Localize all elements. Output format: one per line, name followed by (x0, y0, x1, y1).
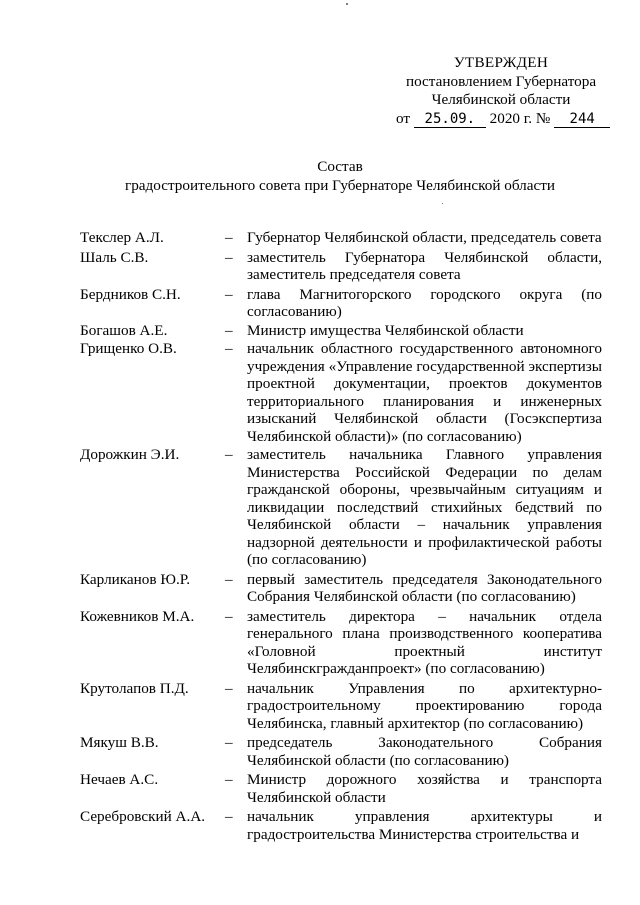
approval-title: УТВЕРЖДЕН (453, 54, 549, 71)
member-role: заместитель Губернатора Челябинской области, заместитель председателя совета (247, 248, 602, 283)
member-role: председатель Законодательного Собрания Челябинской области (по согласованию) (247, 734, 602, 769)
approval-number: 244 (554, 112, 610, 128)
member-dash: – (225, 808, 233, 825)
member-role: Министр имущества Челябинской области (247, 321, 524, 339)
member-role: Министр дорожного хозяйства и транспорта Челябинской области (247, 771, 602, 806)
member-name: Богашов А.Е. (80, 321, 168, 339)
member-row (80, 608, 602, 678)
approval-stamp (396, 54, 606, 128)
member-row (80, 446, 602, 569)
document-subtitle: градостроительного совета при Губернаторе Челябинской области (124, 177, 556, 194)
member-row (80, 680, 602, 733)
approval-year: 2020 г. № (489, 109, 551, 127)
member-dash: – (225, 771, 233, 788)
members-list (80, 229, 602, 843)
member-row (80, 322, 602, 340)
member-role: заместитель директора – начальник отдела генерального плана производственного кооператива «Головной проектный институт Челябинскгражданпроект» (по согласованию) (247, 607, 602, 677)
member-dash: – (225, 285, 233, 303)
member-role: глава Магнитогорского городского округа (по согласованию) (247, 285, 602, 320)
member-dash: – (225, 679, 233, 697)
member-dash: – (225, 570, 233, 588)
member-name: Карликанов Ю.Р. (80, 570, 191, 588)
member-row (80, 571, 602, 606)
member-name: Бердников С.Н. (80, 285, 181, 303)
document-heading (60, 157, 620, 195)
approval-date-line (396, 110, 606, 129)
member-name: Шаль С.В. (80, 248, 149, 266)
member-row (80, 808, 602, 843)
member-role: заместитель начальника Главного управления Министерства Российской Федерации по делам гражданской обороны, чрезвычайным ситуациям и ликвидации последствий стихийных бедствий по Челябинской области – начальник управления надзорной деятельности и профилактической работы (по согласованию) (247, 446, 602, 568)
approval-date: 25.09. (414, 112, 486, 128)
member-role: начальник управления архитектуры и градостроительства Министерства строительства и (247, 808, 602, 843)
member-name: Дорожкин Э.И. (80, 446, 180, 463)
member-row (80, 229, 602, 247)
member-row (80, 286, 602, 321)
document-title: Состав (317, 158, 363, 175)
member-name: Крутолапов П.Д. (80, 679, 189, 697)
scan-speck (442, 203, 443, 204)
member-role: Губернатор Челябинской области, председатель совета (247, 229, 602, 246)
member-name: Текслер А.Л. (80, 229, 164, 246)
member-dash: – (225, 446, 233, 463)
date-prefix: от (396, 109, 411, 127)
member-row (80, 771, 602, 806)
member-role: первый заместитель председателя Законодательного Собрания Челябинской области (по согласованию) (247, 570, 602, 605)
member-row (80, 340, 602, 445)
member-row (80, 734, 602, 769)
member-name: Кожевников М.А. (80, 607, 195, 625)
scan-speck (346, 3, 348, 5)
member-dash: – (225, 321, 233, 339)
approval-line-1: постановлением Губернатора (405, 72, 597, 90)
approval-line-2: Челябинской области (431, 91, 571, 108)
member-dash: – (225, 229, 233, 246)
member-dash: – (225, 734, 233, 751)
member-dash: – (225, 248, 233, 266)
member-name: Грищенко О.В. (80, 340, 177, 357)
member-role: начальник областного государственного автономного учреждения «Управление государственной экспертизы проектной документации, проектов документов территориального планирования и инженерных изысканий Челябинской области (Госэкспертиза Челябинской области)» (по согласованию) (247, 340, 602, 445)
member-row (80, 249, 602, 284)
member-name: Мякуш В.В. (80, 734, 159, 751)
member-role: начальник Управления по архитектурно-градостроительному проектированию города Челябинска, главный архитектор (по согласованию) (247, 679, 602, 732)
member-name: Нечаев А.С. (80, 771, 159, 788)
member-dash: – (225, 607, 233, 625)
member-dash: – (225, 340, 233, 357)
member-name: Серебровский А.А. (80, 808, 206, 825)
